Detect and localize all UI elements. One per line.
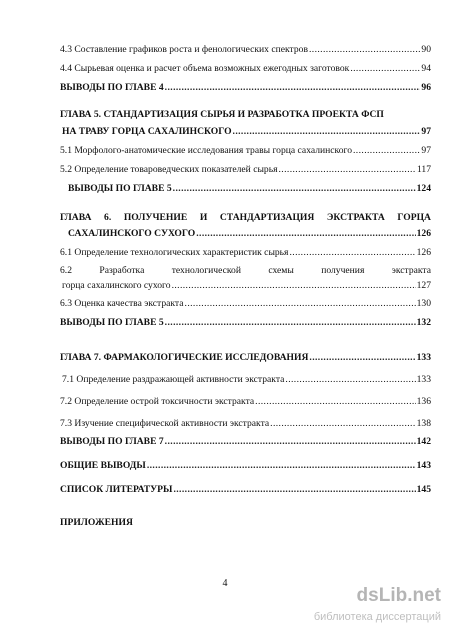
leader-dots — [165, 317, 416, 329]
toc-entry — [60, 416, 431, 430]
toc-entry — [60, 42, 431, 56]
toc-entry — [60, 458, 431, 472]
toc-entry — [60, 80, 431, 94]
toc-entry-title: 6.1 Определение технологических характеристик сырья — [60, 247, 289, 258]
watermark — [310, 585, 445, 633]
leader-dots — [309, 352, 415, 364]
toc-appendix-heading — [60, 515, 431, 529]
heading-word: ГЛАВА — [60, 212, 92, 223]
toc-entry — [60, 143, 431, 157]
toc-entry-title: 5.2 Определение товароведческих показателей сырья — [60, 164, 278, 175]
toc-entry-title: 4.4 Сырьевая оценка и расчет объема возможных ежегодных заготовок — [60, 63, 350, 74]
toc-entry — [60, 434, 431, 448]
toc-entry — [62, 278, 431, 292]
entry-word: экстракта — [391, 265, 431, 276]
entry-word: схемы — [268, 265, 294, 276]
leader-dots — [173, 183, 416, 195]
toc-entry-title: 4.3 Составление графиков роста и фенологических спектров — [60, 44, 308, 55]
toc-entry-page: 97 — [421, 126, 431, 137]
page-number: 4 — [222, 578, 228, 589]
toc-entry-page: 96 — [421, 82, 431, 93]
leader-dots — [165, 82, 421, 94]
leader-dots — [350, 63, 420, 75]
toc-entry-page: 124 — [416, 183, 431, 194]
toc-entry — [60, 315, 431, 329]
toc-entry — [62, 372, 431, 386]
toc-entry-title: ОБЩИЕ ВЫВОДЫ — [60, 460, 146, 471]
heading-word: ГОРЦА — [397, 212, 431, 223]
toc-entry-page: 130 — [416, 298, 431, 309]
leader-dots — [353, 145, 420, 157]
toc-entry — [60, 394, 431, 408]
toc-entry-page: 132 — [416, 317, 431, 328]
heading-word: И — [199, 212, 208, 223]
toc-entry-title: ВЫВОДЫ ПО ГЛАВЕ 7 — [60, 436, 164, 447]
toc-entry-title: ПРИЛОЖЕНИЯ — [60, 517, 133, 528]
watermark-logo — [357, 585, 441, 607]
heading-word: СТАНДАРТИЗАЦИЯ — [219, 212, 315, 223]
toc-entry-title: СПИСОК ЛИТЕРАТУРЫ — [60, 484, 173, 495]
toc-chapter-heading-line1 — [60, 107, 431, 121]
toc-entry-title: ГЛАВА 5. СТАНДАРТИЗАЦИЯ СЫРЬЯ И РАЗРАБОТКА ПРОЕКТА ФСП — [60, 109, 384, 120]
toc-entry-page: 136 — [416, 396, 431, 407]
toc-entry — [60, 350, 431, 364]
entry-word: Разработка — [99, 265, 145, 276]
toc-entry — [68, 181, 431, 195]
leader-dots — [196, 228, 415, 240]
leader-dots — [233, 126, 421, 138]
toc-entry-title: НА ТРАВУ ГОРЦА САХАЛИНСКОГО — [62, 126, 232, 137]
toc-entry-title: 7.2 Определение острой токсичности экстракта — [60, 396, 255, 407]
toc-entry-page: 126 — [416, 247, 431, 258]
toc-entry — [60, 245, 431, 259]
entry-word: получения — [321, 265, 365, 276]
watermark-logo-prefix: ds — [356, 585, 379, 606]
toc-entry — [60, 61, 431, 75]
toc-entry-page: 138 — [416, 418, 431, 429]
toc-entry-title: ВЫВОДЫ ПО ГЛАВЕ 5 — [68, 183, 172, 194]
toc-entry-page: 94 — [421, 63, 431, 74]
toc-entry-line1 — [60, 263, 431, 277]
toc-entry — [60, 296, 431, 310]
leader-dots — [147, 460, 416, 472]
toc-entry-title: 7.3 Изучение специфической активности экстракта — [60, 418, 270, 429]
toc-entry-title: 5.1 Морфолого-анатомические исследования травы горца сахалинского — [60, 145, 352, 156]
toc-entry — [60, 162, 431, 176]
leader-dots — [185, 298, 416, 310]
toc-entry-page: 117 — [416, 164, 431, 175]
toc-entry-title: горца сахалинского сухого — [62, 280, 171, 291]
toc-entry-page: 145 — [416, 484, 431, 495]
toc-entry-page: 142 — [416, 436, 431, 447]
entry-word: 6.2 — [60, 265, 72, 276]
toc-entry-page: 126 — [416, 228, 431, 239]
leader-dots — [165, 436, 416, 448]
toc-entry-page: 143 — [416, 460, 431, 471]
entry-word: технологической — [171, 265, 241, 276]
toc-entry-title: 7.1 Определение раздражающей активности экстракта — [62, 374, 285, 385]
toc-entry-page: 97 — [421, 145, 431, 156]
leader-dots — [173, 484, 415, 496]
toc-entry-page: 127 — [416, 280, 431, 291]
leader-dots — [279, 164, 416, 176]
heading-word: ЭКСТРАКТА — [326, 212, 385, 223]
toc-entry-title: ВЫВОДЫ ПО ГЛАВЕ 4 — [60, 82, 164, 93]
leader-dots — [172, 280, 416, 292]
watermark-logo-rest: Lib.net — [378, 585, 441, 606]
toc-entry-title: 6.3 Оценка качества экстракта — [60, 298, 184, 309]
toc-entry — [68, 226, 431, 240]
watermark-subtitle: библиотека диссертаций — [313, 611, 441, 623]
toc-entry — [62, 124, 431, 138]
toc-entry-title: ГЛАВА 7. ФАРМАКОЛОГИЧЕСКИЕ ИССЛЕДОВАНИЯ — [60, 352, 309, 363]
leader-dots — [270, 418, 415, 430]
toc-entry-page: 133 — [416, 374, 431, 385]
leader-dots — [309, 44, 420, 56]
leader-dots — [285, 374, 415, 386]
toc-chapter-heading-line1 — [60, 210, 431, 224]
heading-word: ПОЛУЧЕНИЕ — [123, 212, 188, 223]
toc-entry-page: 90 — [421, 44, 431, 55]
leader-dots — [289, 247, 415, 259]
leader-dots — [255, 396, 415, 408]
toc-entry-title: ВЫВОДЫ ПО ГЛАВЕ 5 — [60, 317, 164, 328]
heading-word: 6. — [104, 212, 112, 223]
toc-entry-page: 133 — [416, 352, 431, 363]
toc-entry-title: САХАЛИНСКОГО СУХОГО — [68, 228, 196, 239]
toc-entry — [60, 482, 431, 496]
